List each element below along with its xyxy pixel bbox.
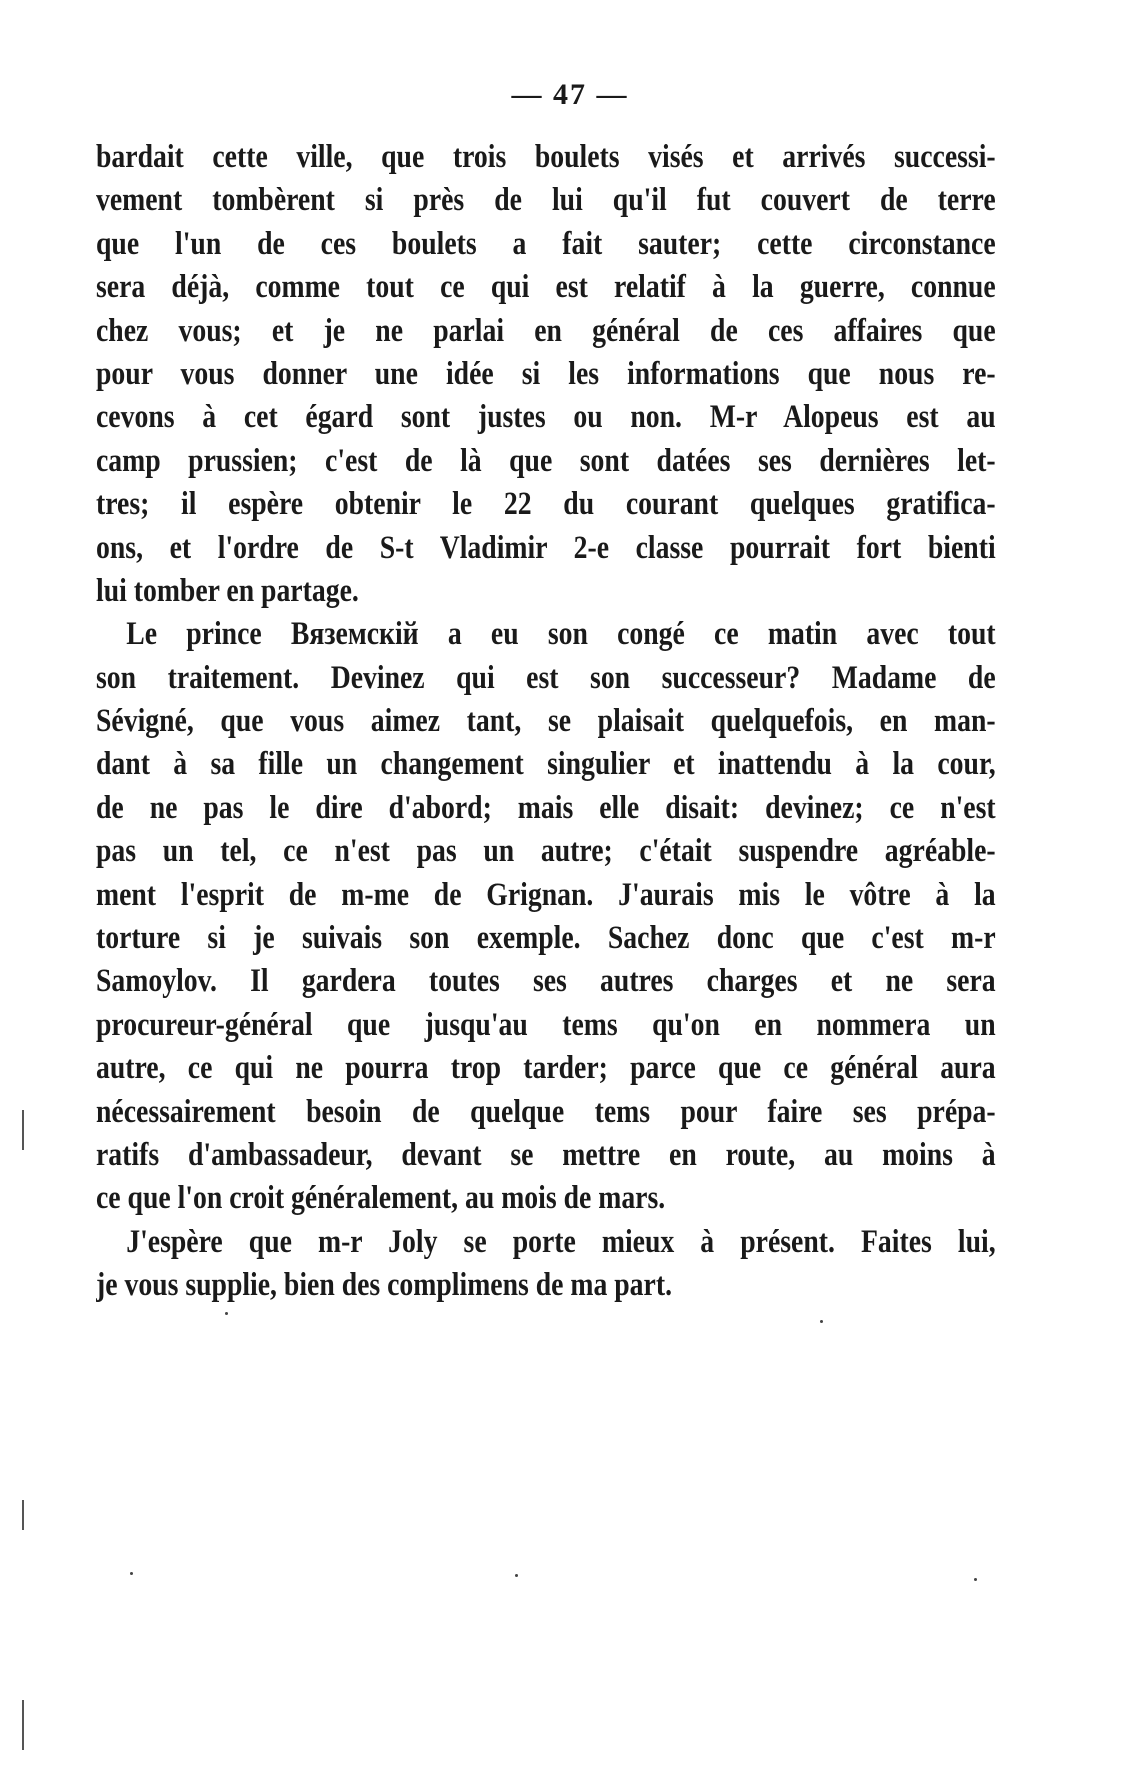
- text-line: tres; il espère obtenir le 22 du courant quelques gratifica-: [96, 486, 996, 523]
- scan-speck: [225, 1312, 228, 1315]
- text-line: chez vous; et je ne parlai en général de ces affaires que: [96, 312, 996, 349]
- text-line: torture si je suivais son exemple. Sachez donc que c'est m-r: [96, 920, 996, 957]
- scan-margin-mark: [22, 1700, 24, 1750]
- text-line: Sévigné, que vous aimez tant, se plaisait quelquefois, en man-: [96, 703, 996, 740]
- scan-margin-mark: [22, 1500, 24, 1530]
- scan-speck: [820, 1320, 823, 1323]
- text-line: bardait cette ville, que trois boulets visés et arrivés successi-: [96, 139, 996, 175]
- scan-speck: [974, 1578, 977, 1581]
- text-line: ratifs d'ambassadeur, devant se mettre en route, au moins à: [96, 1136, 996, 1173]
- text-line: vement tombèrent si près de lui qu'il fut couvert de terre: [96, 182, 996, 219]
- text-line: dant à sa fille un changement singulier et inattendu à la cour,: [96, 746, 996, 783]
- text-line: je vous supplie, bien des complimens de ma part.: [96, 1267, 673, 1304]
- page-number: — 47 —: [511, 78, 629, 111]
- text-line: que l'un de ces boulets a fait sauter; cette circonstance: [96, 225, 996, 262]
- text-line: ce que l'on croit généralement, au mois de mars.: [96, 1180, 666, 1217]
- text-line: de ne pas le dire d'abord; mais elle disait: devinez; ce n'est: [96, 789, 996, 826]
- scan-speck: [130, 1572, 133, 1575]
- body-text: [96, 136, 996, 1308]
- text-line: procureur-général que jusqu'au tems qu'on en nommera un: [96, 1006, 996, 1043]
- text-line: cevons à cet égard sont justes ou non. M-r Alopeus est au: [96, 399, 996, 436]
- text-line: pour vous donner une idée si les informations que nous re-: [96, 355, 996, 392]
- text-line: pas un tel, ce n'est pas un autre; c'était suspendre agréable-: [96, 833, 996, 870]
- paragraph-start: Le prince Вяземскій a eu son congé ce matin avec tout: [126, 616, 996, 653]
- scan-margin-mark: [22, 1110, 24, 1150]
- text-line: lui tomber en partage.: [96, 572, 359, 609]
- text-line: ons, et l'ordre de S-t Vladimir 2-e classe pourrait fort bienti: [96, 529, 996, 566]
- text-line: autre, ce qui ne pourra trop tarder; parce que ce général aura: [96, 1050, 996, 1087]
- text-line: ment l'esprit de m-me de Grignan. J'aurais mis le vôtre à la: [96, 876, 996, 913]
- text-line: sera déjà, comme tout ce qui est relatif à la guerre, connue: [96, 269, 996, 306]
- paragraph-start: J'espère que m-r Joly se porte mieux à présent. Faites lui,: [126, 1223, 996, 1260]
- text-line: Samoylov. Il gardera toutes ses autres charges et ne sera: [96, 963, 996, 1000]
- scan-speck: [515, 1574, 518, 1577]
- text-line: nécessairement besoin de quelque tems pour faire ses prépa-: [96, 1093, 996, 1130]
- text-line: camp prussien; c'est de là que sont datées ses dernières let-: [96, 442, 996, 479]
- text-line: son traitement. Devinez qui est son successeur? Madame de: [96, 659, 996, 696]
